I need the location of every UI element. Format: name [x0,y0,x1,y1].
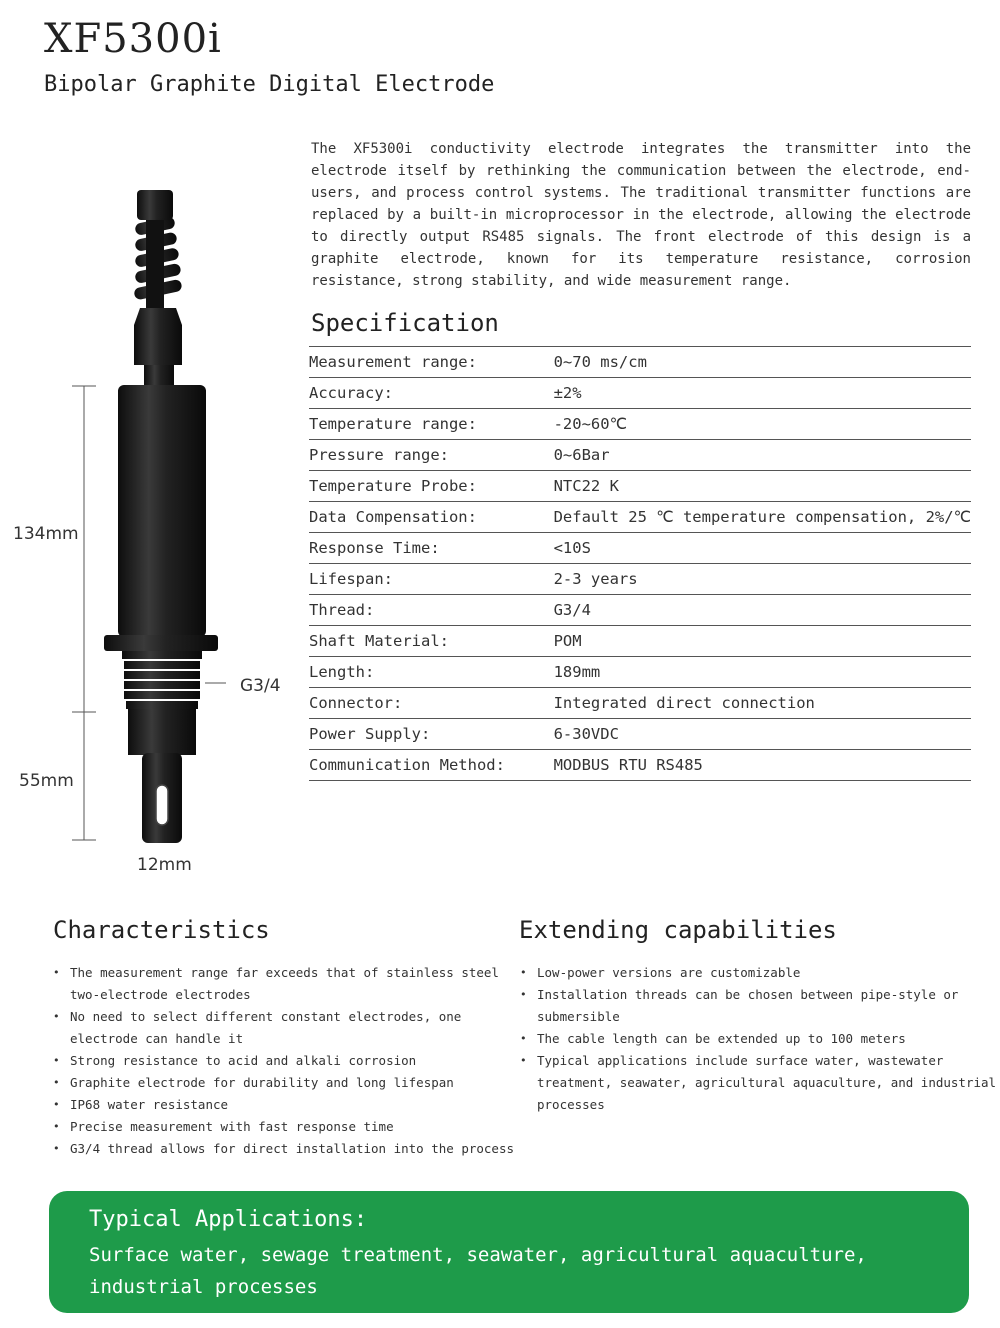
specification-title: Specification [311,309,499,337]
list-item: • Graphite electrode for durability and long lifespan [53,1072,523,1094]
table-row [309,502,971,533]
spec-value: <10S [553,539,591,557]
table-row [309,409,971,440]
characteristics-title: Characteristics [53,916,270,944]
spec-label: Lifespan: [309,570,393,588]
spec-label: Data Compensation: [309,508,477,526]
spec-label: Pressure range: [309,446,449,464]
spec-label: Length: [309,663,375,681]
characteristics-list [53,962,523,1160]
table-row [309,378,971,409]
spec-value: POM [553,632,582,650]
page-subtitle: Bipolar Graphite Digital Electrode [44,72,495,97]
table-row [309,657,971,688]
capabilities-title: Extending capabilities [519,916,837,944]
page-title: XF5300i [44,16,222,62]
spec-value: G3/4 [553,601,591,619]
table-row [309,347,971,378]
list-item: • Low-power versions are customizable [520,962,1000,984]
table-row [309,564,971,595]
dimension-body-length: 134mm [13,524,79,544]
spec-label: Communication Method: [309,756,505,774]
spec-value: -20~60℃ [553,415,627,433]
spec-value: 2-3 years [553,570,638,588]
list-item: • Precise measurement with fast response time [53,1116,523,1138]
list-item: • Strong resistance to acid and alkali corrosion [53,1050,523,1072]
dimension-diameter: 12mm [137,855,192,875]
spec-label: Measurement range: [309,353,477,371]
applications-text: Surface water, sewage treatment, seawater, agricultural aquaculture, industrial processes [89,1244,867,1298]
spec-label: Power Supply: [309,725,431,743]
spec-label: Temperature Probe: [309,477,477,495]
spec-label: Shaft Material: [309,632,449,650]
spec-value: ±2% [553,384,582,402]
list-item: • The measurement range far exceeds that of stainless steel two-electrode electrodes [53,962,523,1006]
list-item: • Installation threads can be chosen between pipe-style or submersible [520,984,1000,1028]
spec-value: 0~70 ms/cm [553,353,647,371]
intro-paragraph: The XF5300i conductivity electrode integrates the transmitter into the electrode itself by rethinking the communication between the electrode, end-users, and process control systems. The traditional transmitter functions are replaced by a built-in microprocessor in the electrode, allowing the electrode to directly output RS485 signals. The front electrode of this design is a graphite electrode, known for its temperature resistance, corrosion resistance, strong stability, and wide measurement range. [311,141,971,289]
spec-label: Temperature range: [309,415,477,433]
spec-label: Response Time: [309,539,440,557]
list-item: • G3/4 thread allows for direct installation into the process [53,1138,523,1160]
spec-label: Thread: [309,601,375,619]
list-item: • No need to select different constant electrodes, one electrode can handle it [53,1006,523,1050]
list-item: • Typical applications include surface water, wastewater treatment, seawater, agricultural aquaculture, and industrial processes [520,1050,1000,1116]
table-row [309,440,971,471]
capabilities-list [520,962,1000,1116]
spec-value: 0~6Bar [553,446,610,464]
spec-value: 6-30VDC [553,725,619,743]
applications-banner [49,1191,969,1313]
dimension-thread: G3/4 [240,676,281,696]
spec-label: Accuracy: [309,384,393,402]
list-item: • IP68 water resistance [53,1094,523,1116]
spec-value: Default 25 ℃ temperature compensation, 2%/℃ [553,508,971,526]
spec-value: NTC22 K [553,477,619,495]
table-row [309,533,971,564]
dimension-tip-length: 55mm [19,771,74,791]
table-row [309,595,971,626]
spec-label: Connector: [309,694,403,712]
table-row [309,750,971,781]
specification-table [309,346,971,781]
table-row [309,719,971,750]
spec-value: MODBUS RTU RS485 [553,756,703,774]
spec-value: Integrated direct connection [553,694,815,712]
list-item: • The cable length can be extended up to 100 meters [520,1028,1000,1050]
table-row [309,471,971,502]
table-row [309,688,971,719]
table-row [309,626,971,657]
applications-title: Typical Applications: [89,1207,368,1232]
spec-value: 189mm [553,663,601,681]
